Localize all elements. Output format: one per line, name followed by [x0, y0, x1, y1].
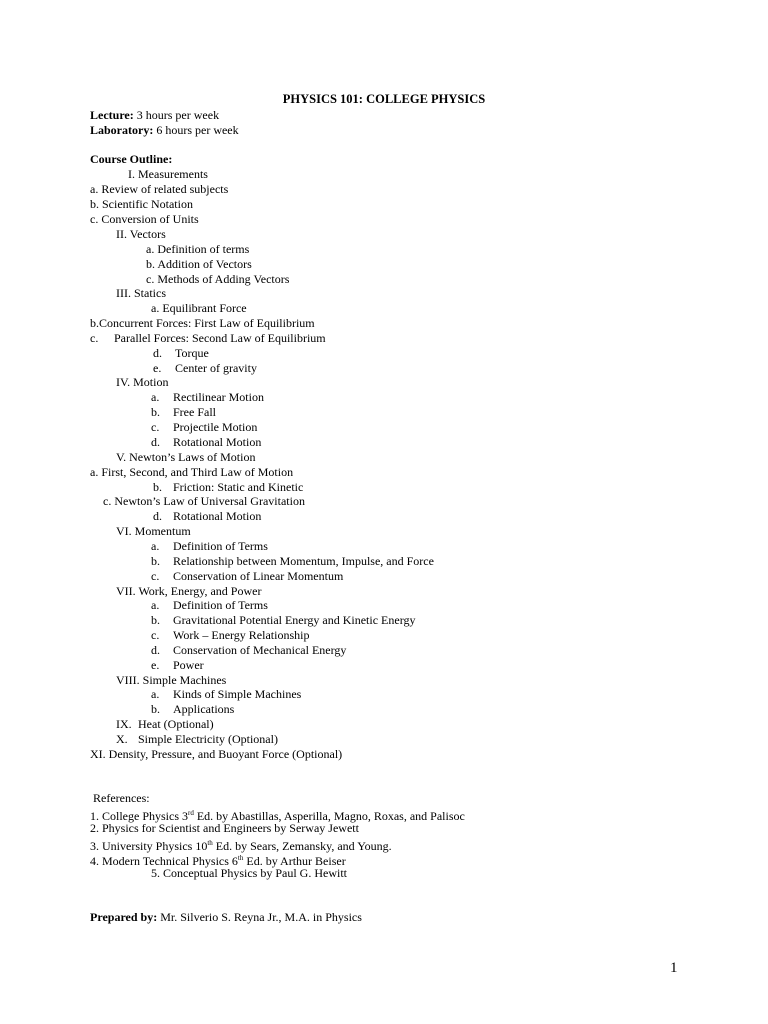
outline-item-7d: Conservation of Mechanical Energy: [173, 643, 347, 657]
outline-section-9-numeral: IX.: [116, 717, 132, 731]
outline-item-6c-letter: c.: [151, 569, 160, 583]
outline-item-1a: a. Review of related subjects: [90, 182, 229, 196]
prepared-by-line: [90, 910, 362, 925]
outline-section-8: VIII. Simple Machines: [116, 673, 227, 687]
reference-4-title: 4. Modern Technical Physics 6: [90, 854, 238, 868]
outline-item-2c: c. Methods of Adding Vectors: [146, 272, 290, 286]
outline-section-2: II. Vectors: [116, 227, 166, 241]
laboratory-label: Laboratory:: [90, 123, 154, 137]
outline-item-7a-letter: a.: [151, 598, 160, 612]
outline-item-5b: Friction: Static and Kinetic: [173, 480, 304, 494]
outline-item-1c: c. Conversion of Units: [90, 212, 199, 226]
outline-item-5c: c. Newton’s Law of Universal Gravitation: [103, 494, 305, 508]
lecture-line: [90, 108, 219, 123]
item-letter: c.: [90, 331, 99, 345]
outline-item-7b-letter: b.: [151, 613, 160, 627]
outline-item-3c: [90, 331, 98, 346]
reference-1-title: 1. College Physics 3: [90, 809, 188, 823]
laboratory-line: [90, 123, 239, 138]
outline-item-7d-letter: d.: [151, 643, 160, 657]
outline-item-3d-letter: d.: [153, 346, 162, 360]
outline-item-7e: Power: [173, 658, 204, 672]
outline-item-8b: Applications: [173, 702, 235, 716]
outline-item-5b-letter: b.: [153, 480, 162, 494]
prepared-by-value: Mr. Silverio S. Reyna Jr., M.A. in Physics: [160, 910, 362, 924]
outline-section-11: XI. Density, Pressure, and Buoyant Force (Optional): [90, 747, 343, 761]
outline-item-3b: b.Concurrent Forces: First Law of Equilibrium: [90, 316, 315, 330]
reference-2: 2. Physics for Scientist and Engineers by Serway Jewett: [90, 821, 359, 835]
outline-item-4c-letter: c.: [151, 420, 160, 434]
reference-1-superscript: rd: [188, 809, 194, 817]
outline-item-6a-letter: a.: [151, 539, 160, 553]
document-title: PHYSICS 101: COLLEGE PHYSICS: [282, 92, 486, 106]
outline-section-3: III. Statics: [116, 286, 166, 300]
outline-item-3d: Torque: [175, 346, 209, 360]
outline-item-6c: Conservation of Linear Momentum: [173, 569, 344, 583]
outline-section-4: IV. Motion: [116, 375, 169, 389]
course-outline-heading: Course Outline:: [90, 152, 173, 166]
reference-4-authors: Ed. by Arthur Beiser: [243, 854, 346, 868]
outline-item-1b: b. Scientific Notation: [90, 197, 193, 211]
reference-1-authors: Ed. by Abastillas, Asperilla, Magno, Roxas, and Palisoc: [193, 809, 465, 823]
outline-section-9: Heat (Optional): [138, 717, 214, 731]
outline-item-3c-text: Parallel Forces: Second Law of Equilibrium: [114, 331, 326, 345]
outline-item-8a: Kinds of Simple Machines: [173, 687, 302, 701]
outline-item-5d: Rotational Motion: [173, 509, 262, 523]
reference-4-superscript: th: [237, 854, 244, 862]
reference-3-authors: Ed. by Sears, Zemansky, and Young.: [212, 839, 392, 853]
outline-section-6: VI. Momentum: [116, 524, 191, 538]
outline-item-7a: Definition of Terms: [173, 598, 268, 612]
outline-item-7c-letter: c.: [151, 628, 160, 642]
lecture-label: Lecture:: [90, 108, 134, 122]
reference-3-title: 3. University Physics 10: [90, 839, 208, 853]
outline-item-2b: b. Addition of Vectors: [146, 257, 252, 271]
outline-item-4b: Free Fall: [173, 405, 216, 419]
outline-item-5a: a. First, Second, and Third Law of Motion: [90, 465, 294, 479]
outline-item-7b: Gravitational Potential Energy and Kinetic Energy: [173, 613, 416, 627]
outline-item-4d-letter: d.: [151, 435, 160, 449]
outline-item-4a-letter: a.: [151, 390, 160, 404]
reference-3: [90, 836, 392, 851]
lecture-value: 3 hours per week: [136, 108, 220, 122]
outline-item-4b-letter: b.: [151, 405, 160, 419]
outline-item-4c: Projectile Motion: [173, 420, 258, 434]
outline-item-4d: Rotational Motion: [173, 435, 262, 449]
outline-item-5d-letter: d.: [153, 509, 162, 523]
references-heading: References:: [93, 791, 150, 805]
outline-section-10: Simple Electricity (Optional): [138, 732, 278, 746]
outline-item-3a: a. Equilibrant Force: [151, 301, 247, 315]
reference-3-superscript: th: [207, 839, 213, 847]
reference-5: 5. Conceptual Physics by Paul G. Hewitt: [151, 866, 347, 880]
outline-item-8a-letter: a.: [151, 687, 160, 701]
page-number: 1: [670, 960, 678, 976]
laboratory-value: 6 hours per week: [156, 123, 239, 137]
outline-item-7e-letter: e.: [151, 658, 160, 672]
reference-1: [90, 806, 465, 821]
outline-item-3e: Center of gravity: [175, 361, 257, 375]
outline-item-6b-letter: b.: [151, 554, 160, 568]
outline-section-10-numeral: X.: [116, 732, 128, 746]
outline-item-6a: Definition of Terms: [173, 539, 268, 553]
prepared-by-label: Prepared by:: [90, 910, 158, 924]
outline-section-5: V. Newton’s Laws of Motion: [116, 450, 256, 464]
outline-item-6b: Relationship between Momentum, Impulse, and Force: [173, 554, 434, 568]
outline-item-2a: a. Definition of terms: [146, 242, 250, 256]
reference-4: [90, 851, 346, 866]
outline-section-1: I. Measurements: [128, 167, 208, 181]
outline-section-7: VII. Work, Energy, and Power: [116, 584, 262, 598]
outline-item-7c: Work – Energy Relationship: [173, 628, 310, 642]
outline-item-8b-letter: b.: [151, 702, 160, 716]
outline-item-3e-letter: e.: [153, 361, 162, 375]
outline-item-4a: Rectilinear Motion: [173, 390, 264, 404]
